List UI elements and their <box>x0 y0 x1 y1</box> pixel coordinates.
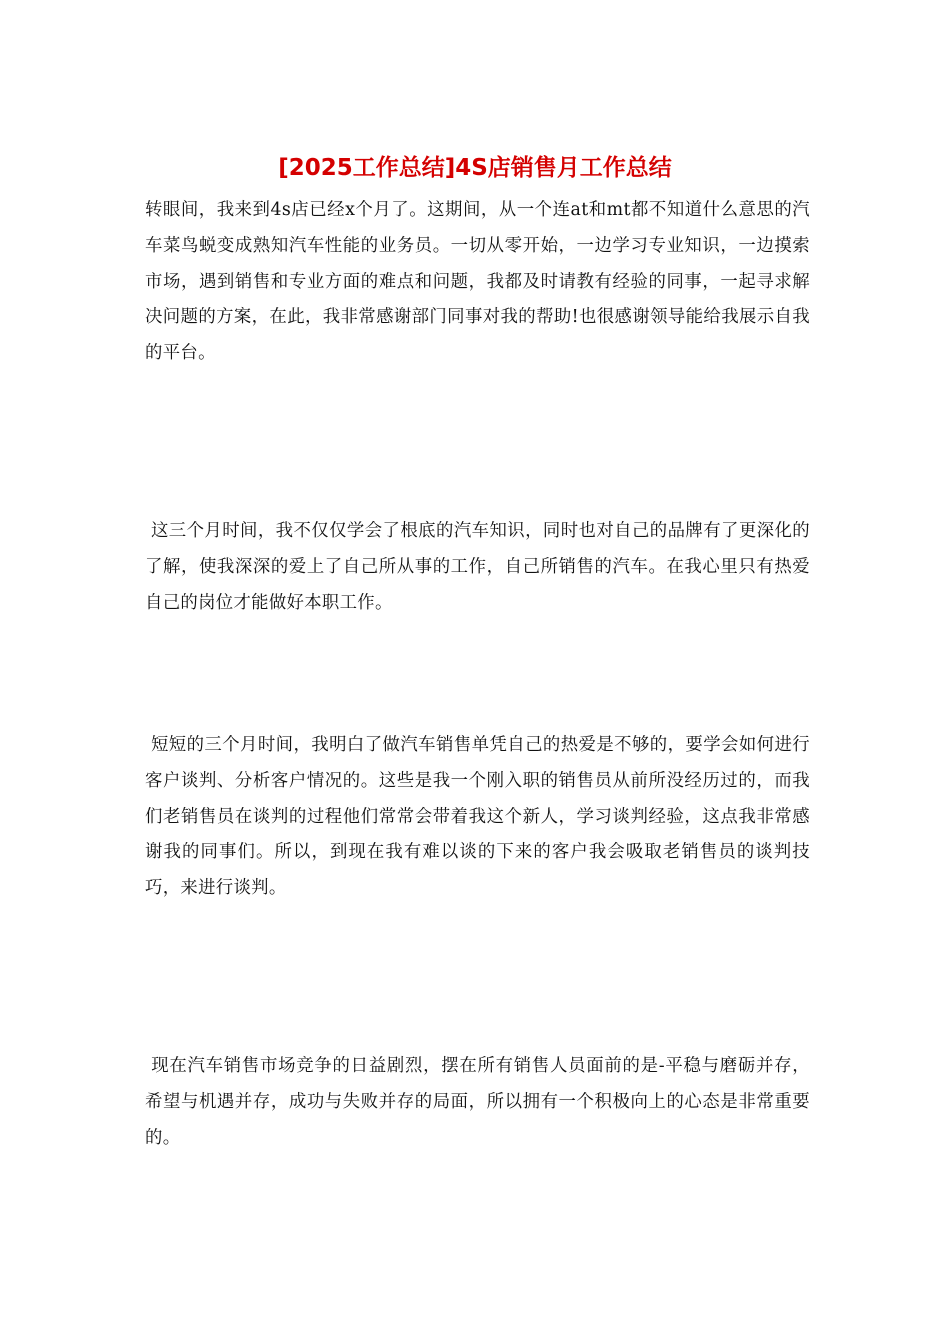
document-title: [2025工作总结]4S店销售月工作总结 <box>278 155 672 181</box>
paragraph-1: 转眼间，我来到4s店已经x个月了。这期间，从一个连at和mt都不知道什么意思的汽车菜鸟蜕变成熟知汽车性能的业务员。一切从零开始，一边学习专业知识，一边摸索市场，遇到销售和专业方面的难点和问题，我都及时请教有经验的同事，一起寻求解决问题的方案，在此，我非常感谢部门同事对我的帮助!也很感谢领导能给我展示自我的平台。 <box>145 200 810 364</box>
paragraph-2: 这三个月时间，我不仅仅学会了根底的汽车知识，同时也对自己的品牌有了更深化的了解，使我深深的爱上了自己所从事的工作，自己所销售的汽车。在我心里只有热爱自己的岗位才能做好本职工作。 <box>145 521 810 613</box>
paragraph-4: 现在汽车销售市场竞争的日益剧烈，摆在所有销售人员面前的是-平稳与磨砺并存，希望与机遇并存，成功与失败并存的局面，所以拥有一个积极向上的心态是非常重要的。 <box>145 1056 810 1148</box>
paragraph-3: 短短的三个月时间，我明白了做汽车销售单凭自己的热爱是不够的，要学会如何进行客户谈判、分析客户情况的。这些是我一个刚入职的销售员从前所没经历过的，而我们老销售员在谈判的过程他们常常会带着我这个新人，学习谈判经验，这点我非常感谢我的同事们。所以，到现在我有难以谈的下来的客户我会吸取老销售员的谈判技巧，来进行谈判。 <box>145 735 810 899</box>
